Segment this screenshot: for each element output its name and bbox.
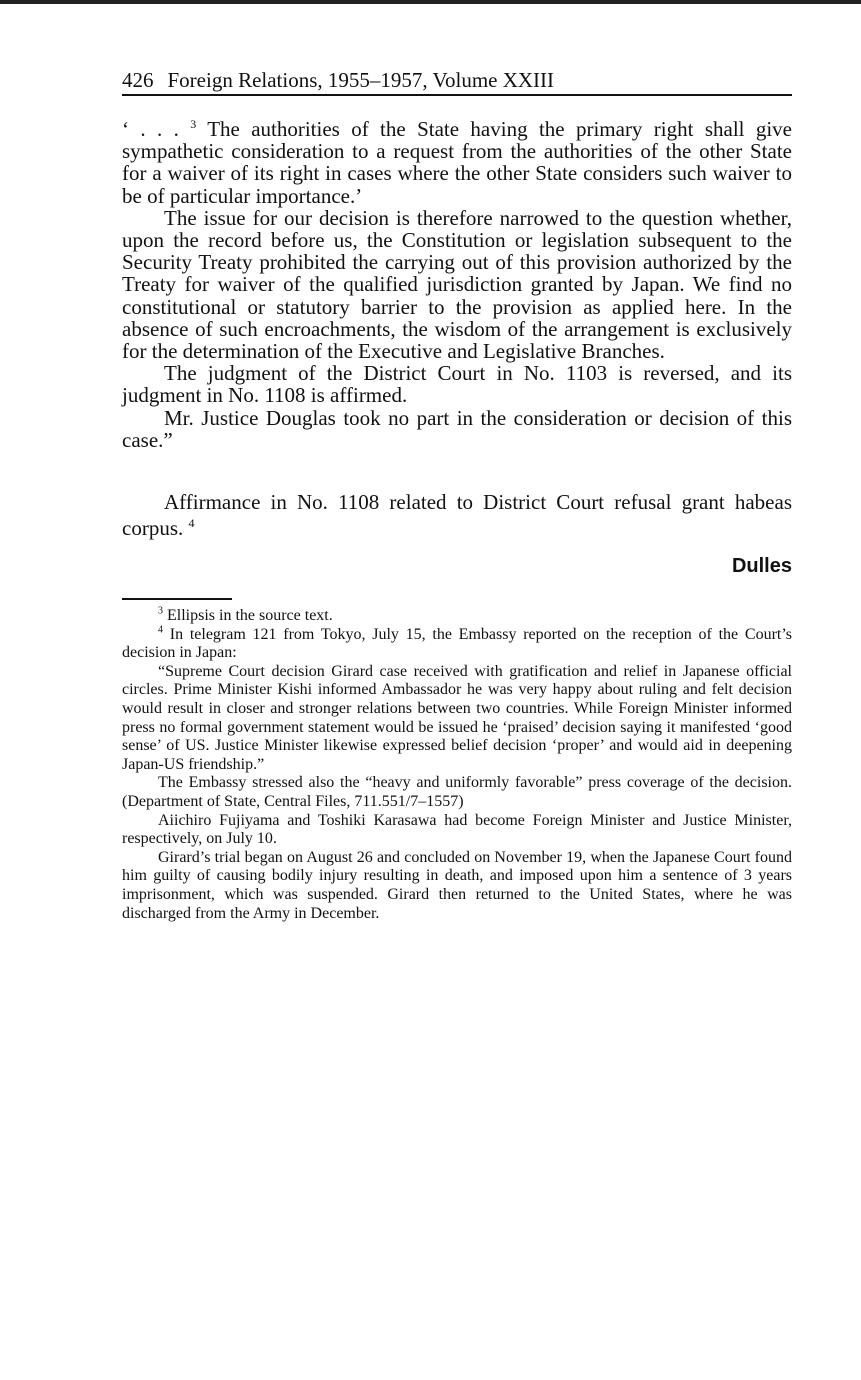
page-number: 426 xyxy=(122,68,154,92)
issue-paragraph: The issue for our decision is therefore narrowed to the question whether, upon the record before us, the Constitution or legislation subsequent to the Security Treaty prohibited the carrying out of this provision authorized by the Treaty for waiver of the qualified jurisdiction granted by Japan. We find no constitutional or statutory barrier to the provision as applied here. In the absence of such encroachments, the wisdom of the arrangement is exclusively for the determination of the Executive and Legislative Branches. xyxy=(122,205,792,364)
footnotes xyxy=(122,607,792,923)
volume-title: Foreign Relations, 1955–1957, Volume XXIII xyxy=(167,68,555,92)
ellipsis-lead: ‘ . . . xyxy=(122,117,179,141)
footnote-4-text: In telegram 121 from Tokyo, July 15, the Embassy reported on the reception of the Court’s decision in Japan: xyxy=(122,625,793,662)
footnote-3-text: Ellipsis in the source text. xyxy=(167,607,333,624)
footnote-ref-4: 4 xyxy=(188,516,195,530)
signature: Dulles xyxy=(731,555,792,577)
quoted-treaty-text: The authorities of the State having the primary right shall give sympathetic consideration to a request from the authorities of the other State for a waiver of its right in cases where the other State considers such waiver to be of particular importance.’ xyxy=(122,117,792,208)
footnote-4 xyxy=(122,626,792,663)
footnote-4-marker: 4 xyxy=(158,624,163,636)
page-top-border xyxy=(0,0,861,4)
footnote-4-telegram-quote: “Supreme Court decision Girard case received with gratification and relief in Japanese official circles. Prime Minister Kishi informed Ambassador he was very happy about ruling and felt decision would result in closer and stronger relations between two countries. While Foreign Minister informed press no formal government statement would be issued he ‘praised’ decision saying it manifested ‘good sense’ of US. Justice Minister likewise expressed belief decision ‘proper’ and would aid in deepening Japan-US friendship.” xyxy=(122,662,792,773)
affirmance-paragraph xyxy=(122,489,792,541)
footnote-3 xyxy=(122,607,792,626)
footnote-divider xyxy=(122,598,232,600)
footnote-4-press-coverage: The Embassy stressed also the “heavy and uniformly favorable” press coverage of the decision. (Department of State, Central Files, 711.551/7–1557) xyxy=(122,774,792,810)
footnote-3-marker: 3 xyxy=(158,605,163,617)
douglas-paragraph: Mr. Justice Douglas took no part in the consideration or decision of this case.” xyxy=(122,405,792,452)
main-text xyxy=(122,118,792,451)
footnote-4-girard-trial: Girard’s trial began on August 26 and concluded on November 19, when the Japanese Court found him guilty of causing bodily injury resulting in death, and imposed upon him a sentence of 3 years imprisonment, which was suspended. Girard then returned to the United States, where he was discharged from the Army in December. xyxy=(122,848,792,922)
footnote-ref-3: 3 xyxy=(190,117,197,131)
running-header xyxy=(122,66,792,96)
judgment-paragraph: The judgment of the District Court in No. 1103 is reversed, and its judgment in No. 1108 is affirmed. xyxy=(122,361,792,408)
footnote-4-new-ministers: Aiichiro Fujiyama and Toshiki Karasawa had become Foreign Minister and Justice Minister, respectively, on July 10. xyxy=(122,811,792,848)
quoted-treaty-paragraph xyxy=(122,118,792,207)
affirmance-text: Affirmance in No. 1108 related to District Court refusal grant habeas corpus. xyxy=(122,490,792,540)
